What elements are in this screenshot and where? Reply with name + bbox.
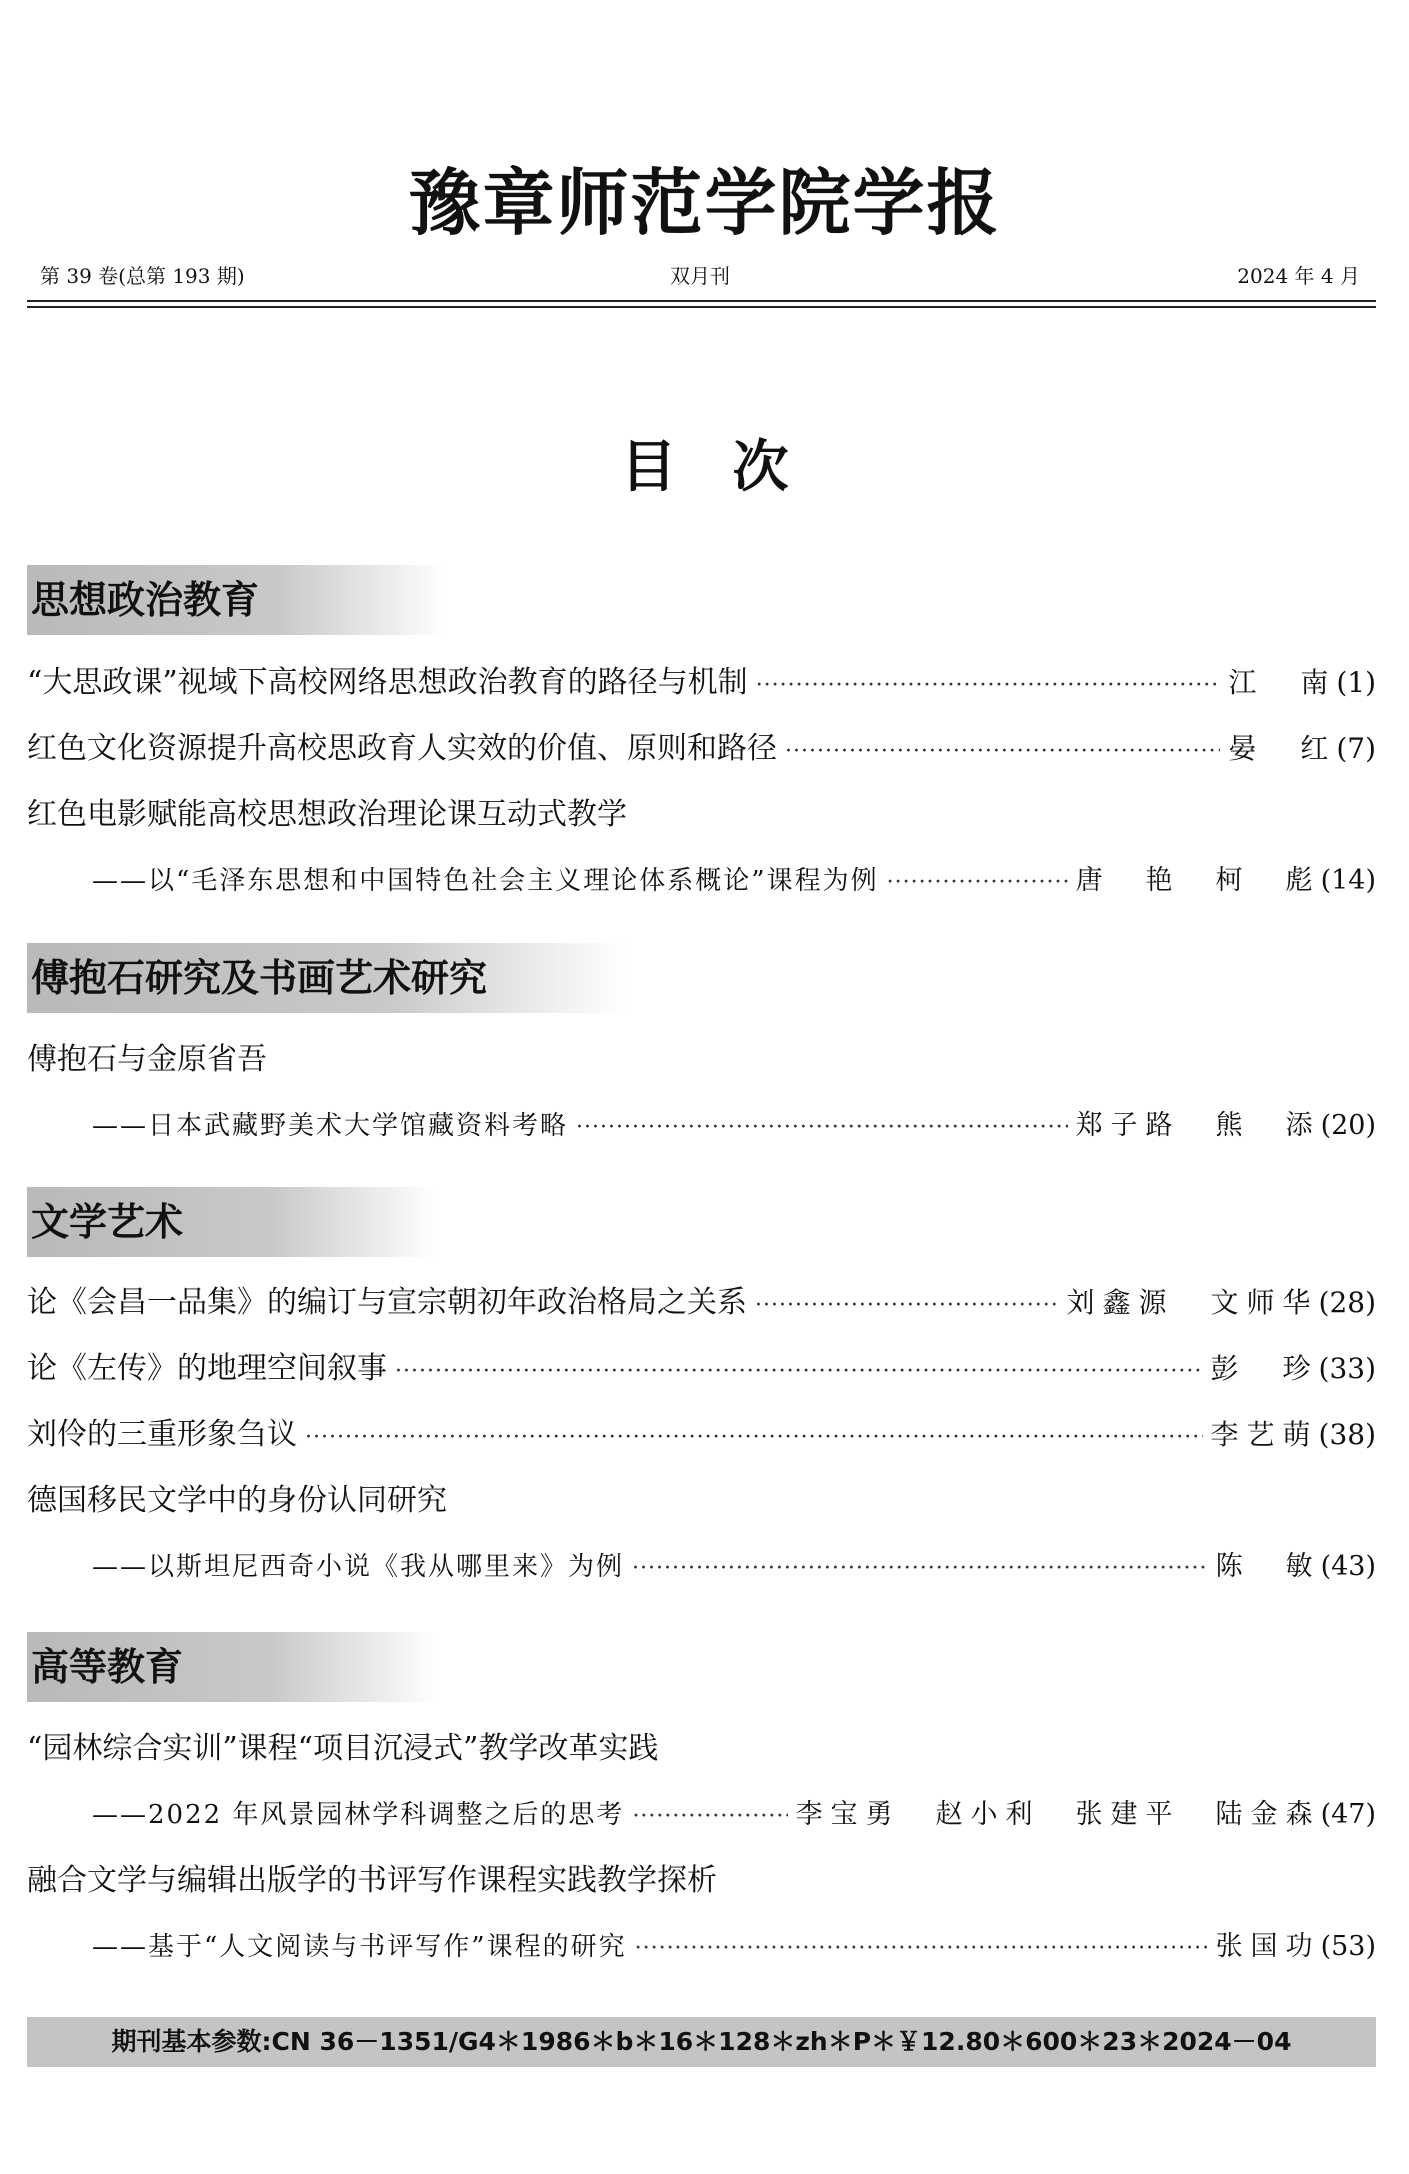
dot-leader — [305, 1416, 1203, 1460]
entry-author: 彭 珍 — [1210, 1352, 1319, 1385]
dot-leader — [576, 1106, 1068, 1150]
section-heading-text: 文学艺术 — [31, 1200, 184, 1244]
dot-leader — [635, 1927, 1208, 1971]
section-heading-text: 思想政治教育 — [31, 578, 260, 622]
toc-entry[interactable] — [27, 1413, 1376, 1457]
entry-page: (33) — [1318, 1352, 1376, 1385]
entry-title: 论《会昌一品集》的编订与宣宗朝初年政治格局之关系 — [27, 1285, 747, 1320]
entry-title: 德国移民文学中的身份认同研究 — [27, 1483, 447, 1518]
entry-page: (43) — [1320, 1551, 1376, 1582]
toc-entry[interactable] — [27, 1479, 1376, 1523]
entry-author: 晏 红 — [1228, 732, 1337, 765]
entry-title: 刘伶的三重形象刍议 — [27, 1417, 297, 1452]
entry-author: 陈 敏 — [1215, 1551, 1321, 1582]
section-heading — [27, 1632, 437, 1702]
toc-entry-subtitle[interactable] — [92, 1793, 1376, 1837]
frequency-label: 双月刊 — [670, 264, 730, 288]
entry-page: (20) — [1320, 1110, 1376, 1141]
toc-entry[interactable] — [27, 1038, 1376, 1082]
section-heading-text: 傅抱石研究及书画艺术研究 — [31, 956, 488, 1000]
dot-leader — [887, 861, 1068, 905]
toc-entry[interactable] — [27, 1281, 1376, 1325]
toc-entry-subtitle[interactable] — [92, 1925, 1376, 1969]
entry-subtitle: ——以“毛泽东思想和中国特色社会主义理论体系概论”课程为例 — [92, 866, 879, 896]
dot-leader — [632, 1795, 787, 1839]
toc-entry[interactable] — [27, 727, 1376, 771]
entry-page: (7) — [1336, 732, 1376, 765]
entry-title: 红色电影赋能高校思想政治理论课互动式教学 — [27, 797, 627, 832]
entry-page: (14) — [1320, 865, 1376, 896]
entry-page: (28) — [1318, 1286, 1376, 1319]
entry-page: (38) — [1318, 1418, 1376, 1451]
entry-page: (53) — [1320, 1931, 1376, 1962]
entry-title: “大思政课”视域下高校网络思想政治教育的路径与机制 — [27, 665, 748, 700]
entry-author: 张国功 — [1215, 1931, 1321, 1962]
entry-author: 刘鑫源 文师华 — [1066, 1286, 1319, 1319]
entry-author: 唐 艳 柯 彪 — [1075, 865, 1321, 896]
toc-entry[interactable] — [27, 661, 1376, 705]
dot-leader — [756, 664, 1221, 708]
entry-author: 郑子路 熊 添 — [1075, 1110, 1321, 1141]
dot-leader — [632, 1547, 1208, 1591]
dot-leader — [785, 730, 1220, 774]
toc-entry-subtitle[interactable] — [92, 1104, 1376, 1148]
dot-leader — [395, 1350, 1203, 1394]
journal-title: 豫章师范学院学报 — [408, 160, 1001, 245]
toc-entry-subtitle[interactable] — [92, 859, 1376, 903]
volume-label: 第 39 卷(总第 193 期) — [40, 264, 245, 288]
entry-title: 傅抱石与金原省吾 — [27, 1042, 267, 1077]
header-rule-upper — [27, 300, 1376, 302]
toc-entry[interactable] — [27, 1727, 1376, 1771]
entry-author: 李宝勇 赵小利 张建平 陆金森 — [795, 1799, 1321, 1830]
section-heading-text: 高等教育 — [31, 1645, 184, 1689]
dot-leader — [755, 1284, 1059, 1328]
entry-title: 论《左传》的地理空间叙事 — [27, 1351, 387, 1386]
entry-title: 融合文学与编辑出版学的书评写作课程实践教学探析 — [27, 1863, 717, 1898]
section-heading — [27, 1187, 437, 1257]
entry-page: (1) — [1336, 666, 1376, 699]
entry-subtitle: ——日本武藏野美术大学馆藏资料考略 — [92, 1111, 569, 1141]
section-heading — [27, 565, 447, 635]
entry-title: “园林综合实训”课程“项目沉浸式”教学改革实践 — [27, 1731, 659, 1766]
entry-subtitle: ——2022 年风景园林学科调整之后的思考 — [92, 1800, 625, 1830]
toc-entry[interactable] — [27, 1347, 1376, 1391]
entry-title: 红色文化资源提升高校思政育人实效的价值、原则和路径 — [27, 731, 777, 766]
toc-entry[interactable] — [27, 793, 1376, 837]
header-rule-lower — [27, 306, 1376, 308]
entry-subtitle: ——基于“人文阅读与书评写作”课程的研究 — [92, 1932, 627, 1962]
entry-author: 江 南 — [1228, 666, 1337, 699]
section-heading — [27, 943, 627, 1013]
toc-entry[interactable] — [27, 1859, 1376, 1903]
journal-params-bar: 期刊基本参数:CN 36－1351/G4＊1986＊b＊16＊128＊zh＊P＊￥12.80＊600＊23＊2024－04 — [27, 2017, 1376, 2067]
entry-author: 李艺萌 — [1210, 1418, 1319, 1451]
toc-title: 目次 — [620, 434, 845, 500]
issue-date: 2024 年 4 月 — [1237, 264, 1360, 288]
entry-page: (47) — [1320, 1799, 1376, 1830]
toc-entry-subtitle[interactable] — [92, 1545, 1376, 1589]
entry-subtitle: ——以斯坦尼西奇小说《我从哪里来》为例 — [92, 1552, 625, 1582]
issue-meta-row — [40, 263, 1360, 289]
